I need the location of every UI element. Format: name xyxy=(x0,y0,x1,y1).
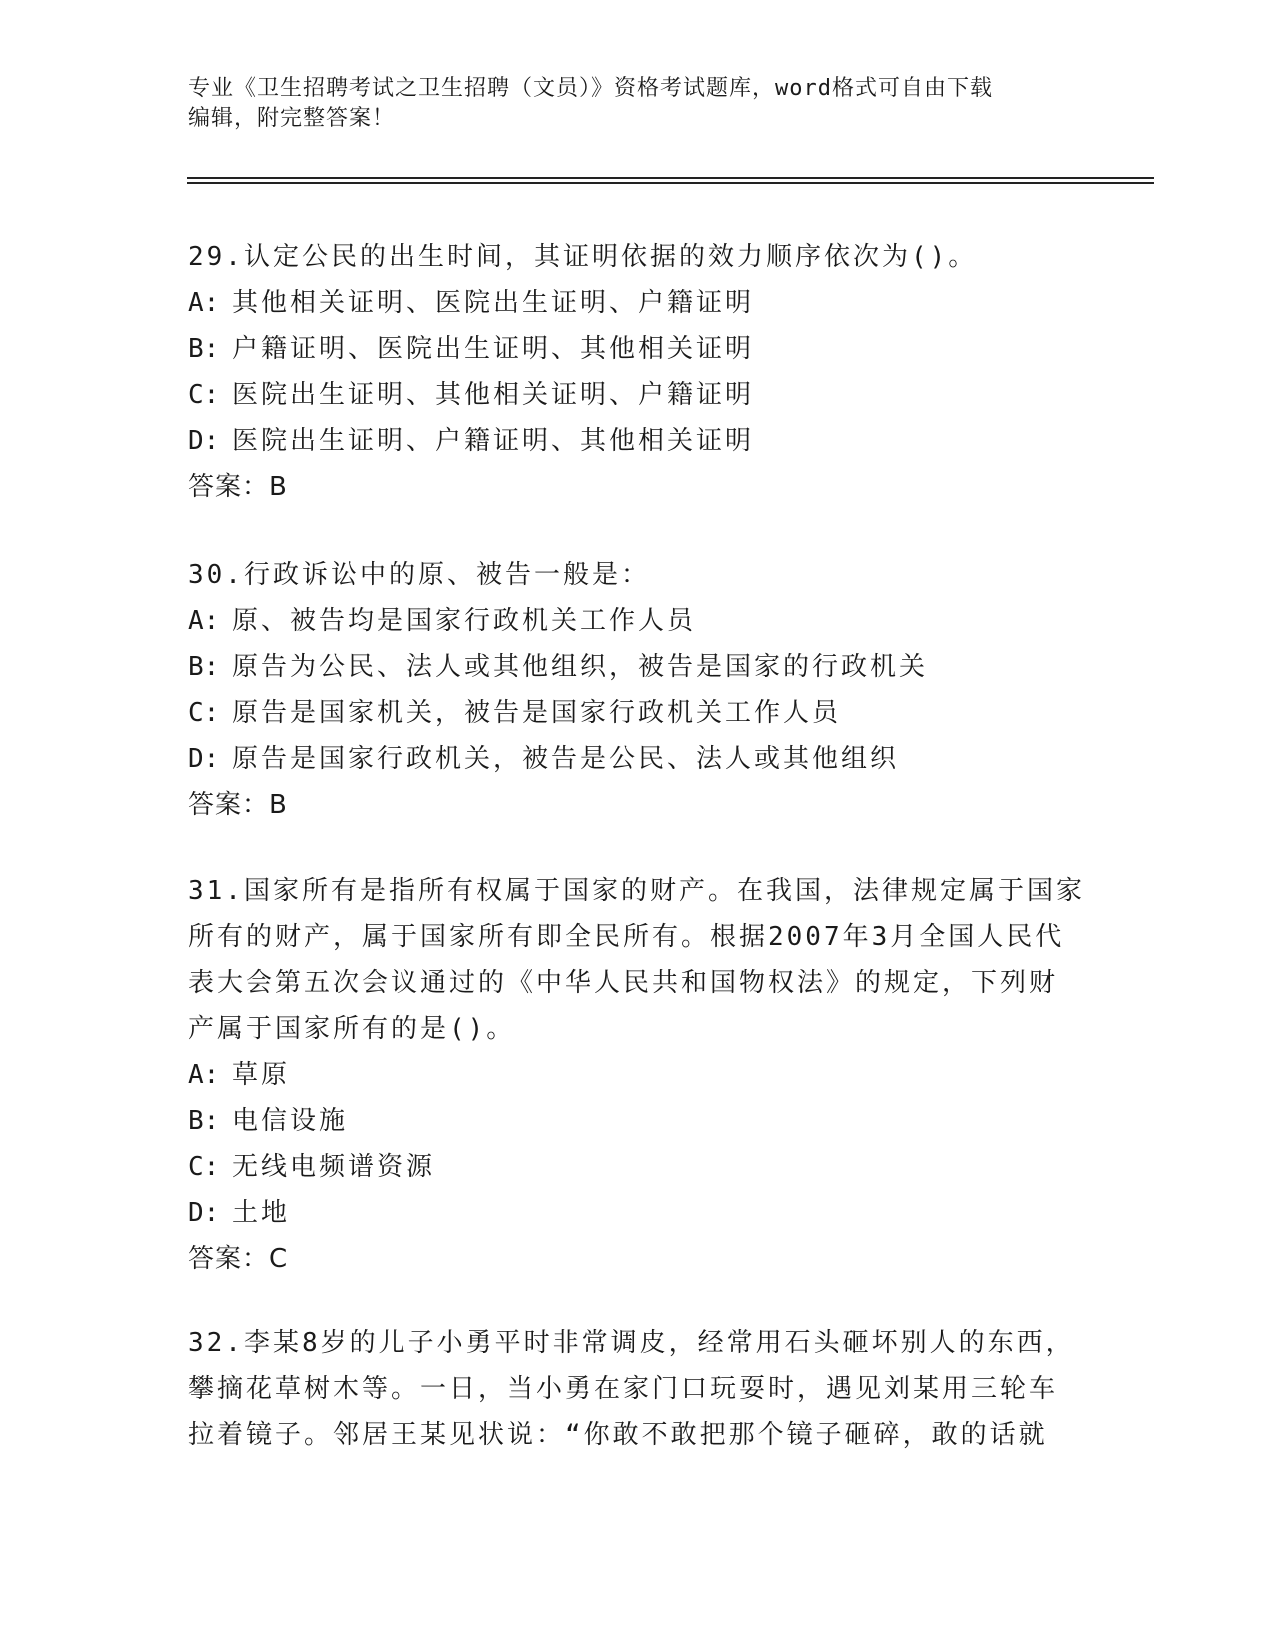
option-a xyxy=(188,1052,1088,1098)
question-30 xyxy=(188,552,1088,828)
question-29 xyxy=(188,234,1088,510)
header-divider-top xyxy=(187,177,1154,179)
option-letter: C: xyxy=(188,698,220,728)
answer-line: 答案：B xyxy=(188,790,288,820)
option-letter: B: xyxy=(188,652,220,682)
question-stem-line: 攀摘花草树木等。一日，当小勇在家门口玩耍时，遇见刘某用三轮车 xyxy=(188,1374,1059,1404)
option-b xyxy=(188,1098,1088,1144)
question-stem-line: 拉着镜子。邻居王某见状说：“你敢不敢把那个镜子砸碎，敢的话就 xyxy=(188,1420,1048,1450)
option-letter: C: xyxy=(188,380,220,410)
option-text: 原、被告均是国家行政机关工作人员 xyxy=(232,606,697,636)
header-divider-bottom xyxy=(187,182,1154,184)
option-text: 无线电频谱资源 xyxy=(232,1152,436,1182)
option-letter: D: xyxy=(188,744,220,774)
option-c xyxy=(188,690,1088,736)
option-letter: A: xyxy=(188,288,220,318)
option-text: 电信设施 xyxy=(232,1106,349,1136)
option-d xyxy=(188,1190,1088,1236)
option-b xyxy=(188,326,1088,372)
option-text: 原告是国家机关，被告是国家行政机关工作人员 xyxy=(232,698,842,728)
option-c xyxy=(188,372,1088,418)
option-text: 医院出生证明、户籍证明、其他相关证明 xyxy=(232,426,755,456)
question-32 xyxy=(188,1320,1088,1458)
header-line-1: 专业《卫生招聘考试之卫生招聘（文员）》资格考试题库，word格式可自由下载 xyxy=(188,76,993,101)
option-letter: C: xyxy=(188,1152,220,1182)
option-letter: D: xyxy=(188,1198,220,1228)
question-stem-line: 产属于国家所有的是()。 xyxy=(188,1014,516,1044)
document-header xyxy=(188,74,1068,134)
option-letter: A: xyxy=(188,606,220,636)
question-stem: 30.行政诉讼中的原、被告一般是： xyxy=(188,560,650,590)
answer-line: 答案：C xyxy=(188,1244,289,1274)
option-a xyxy=(188,280,1088,326)
option-letter: A: xyxy=(188,1060,220,1090)
question-31 xyxy=(188,868,1088,1282)
option-letter: B: xyxy=(188,334,220,364)
option-text: 原告为公民、法人或其他组织，被告是国家的行政机关 xyxy=(232,652,929,682)
option-text: 医院出生证明、其他相关证明、户籍证明 xyxy=(232,380,755,410)
question-stem-line: 所有的财产，属于国家所有即全民所有。根据2007年3月全国人民代 xyxy=(188,922,1065,952)
option-letter: D: xyxy=(188,426,220,456)
answer-line: 答案：B xyxy=(188,472,288,502)
option-a xyxy=(188,598,1088,644)
option-d xyxy=(188,418,1088,464)
option-text: 土地 xyxy=(232,1198,291,1228)
question-stem-line: 表大会第五次会议通过的《中华人民共和国物权法》的规定，下列财 xyxy=(188,968,1059,998)
option-c xyxy=(188,1144,1088,1190)
question-stem-line: 32.李某8岁的儿子小勇平时非常调皮，经常用石头砸坏别人的东西， xyxy=(188,1328,1075,1358)
option-letter: B: xyxy=(188,1106,220,1136)
question-stem: 29.认定公民的出生时间，其证明依据的效力顺序依次为()。 xyxy=(188,242,978,272)
option-text: 其他相关证明、医院出生证明、户籍证明 xyxy=(232,288,755,318)
question-stem-line: 31.国家所有是指所有权属于国家的财产。在我国，法律规定属于国家 xyxy=(188,876,1085,906)
option-text: 原告是国家行政机关，被告是公民、法人或其他组织 xyxy=(232,744,900,774)
option-text: 草原 xyxy=(232,1060,291,1090)
header-line-2: 编辑，附完整答案！ xyxy=(188,106,396,131)
option-text: 户籍证明、医院出生证明、其他相关证明 xyxy=(232,334,755,364)
option-b xyxy=(188,644,1088,690)
option-d xyxy=(188,736,1088,782)
